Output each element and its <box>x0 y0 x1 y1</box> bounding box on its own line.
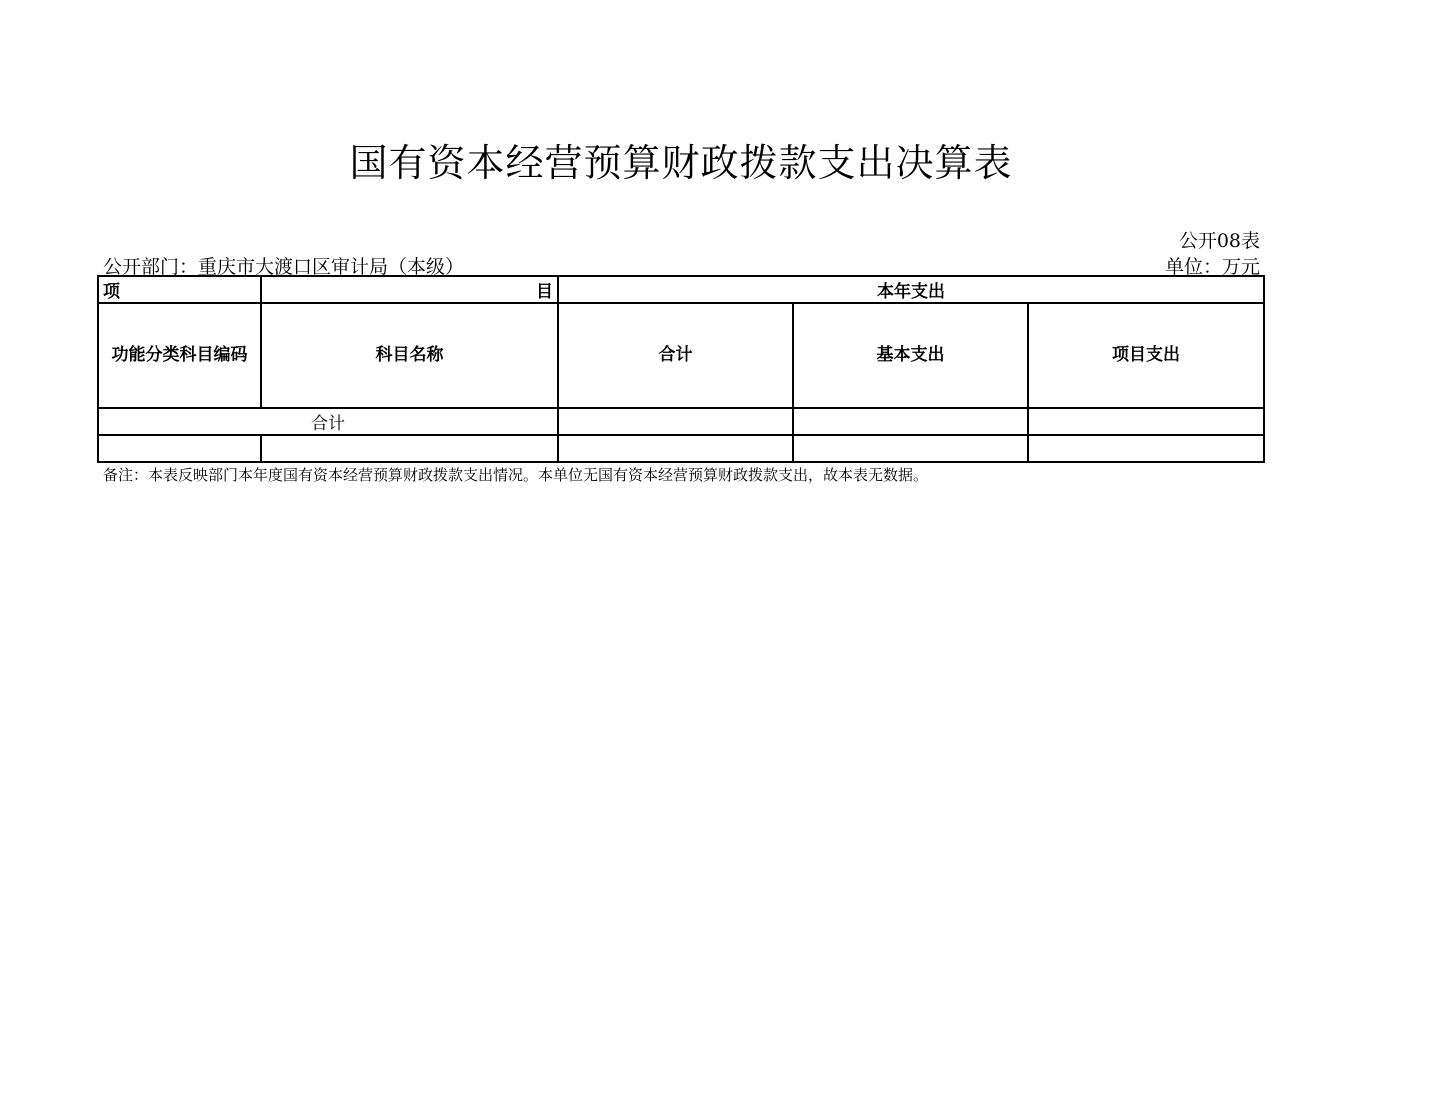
header-item-right: 目 <box>261 276 558 303</box>
column-header-name: 科目名称 <box>261 303 558 408</box>
page-title: 国有资本经营预算财政拨款支出决算表 <box>349 141 1013 185</box>
table-header-row-2 <box>98 303 1264 408</box>
cell-project <box>1028 435 1264 462</box>
header-current-year-expense: 本年支出 <box>558 276 1264 303</box>
cell-total <box>558 435 793 462</box>
department-label: 公开部门：重庆市大渡口区审计局（本级） <box>103 256 465 278</box>
total-cell-project <box>1028 408 1264 435</box>
table-total-row <box>98 408 1264 435</box>
cell-name <box>261 435 558 462</box>
column-header-basic: 基本支出 <box>793 303 1028 408</box>
footnote: 备注：本表反映部门本年度国有资本经营预算财政拨款支出情况。本单位无国有资本经营预算财政拨款支出，故本表无数据。 <box>103 466 929 484</box>
header-item-left: 项 <box>98 276 261 303</box>
table-header-row-1 <box>98 276 1264 303</box>
expenditure-table <box>97 275 1265 463</box>
total-cell-total <box>558 408 793 435</box>
total-cell-basic <box>793 408 1028 435</box>
total-row-label: 合计 <box>98 408 558 435</box>
column-header-total: 合计 <box>558 303 793 408</box>
form-number: 公开08表 <box>1178 230 1260 252</box>
table-row <box>98 435 1264 462</box>
cell-code <box>98 435 261 462</box>
cell-basic <box>793 435 1028 462</box>
unit-label: 单位：万元 <box>1164 256 1260 278</box>
column-header-code: 功能分类科目编码 <box>98 303 261 408</box>
column-header-project: 项目支出 <box>1028 303 1264 408</box>
